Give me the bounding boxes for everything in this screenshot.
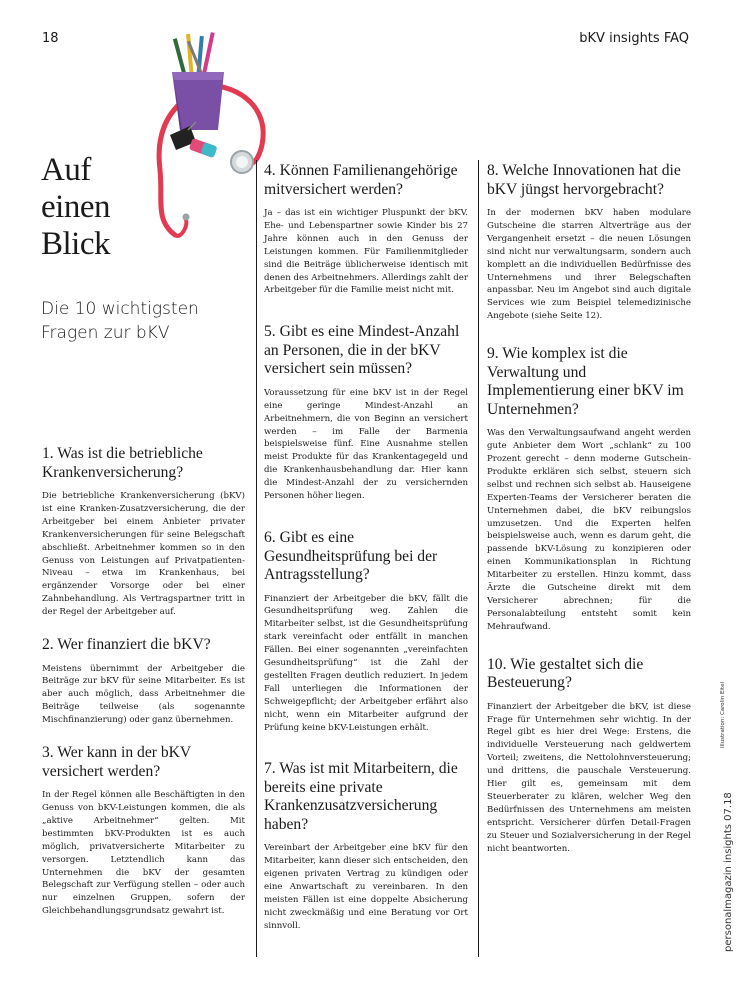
column-divider [256, 160, 257, 957]
faq-answer: Was den Verwaltungsaufwand angeht werden gute Anbieter dem Wort „schlank“ zu 100 Prozent gerecht – denn moderne Gutschein-Produkte erklären sich selbst, steuern sich selbst und rechnen sich selbst ab. Hauseigene Experten-Teams der Versicherer beraten die Unternehmen dabei, die bKV reibungslos umzusetzen. Und die Experten helfen beispielsweise auch, wenn es darum geht, die passende bKV-Lösung zu konzipieren oder einen Kommunikationsplan in Richtung Mitarbeiter zu erstellen. Hinzu kommt, dass Ärzte die Gutscheine direkt mit dem Versicherer abrechnen; für die Personalabteilung entsteht somit kein Mehraufwand. [487, 428, 691, 632]
faq-item [264, 162, 468, 297]
column-right [487, 162, 691, 856]
faq-answer: In der Regel können alle Beschäftigten in den Genuss von bKV-Leistungen kommen, die als „aktive Arbeitnehmer“ gelten. Mit bestimmten bKV-Produkten ist es auch möglich, privatversicherte Mitarbeiter zu versorgen. Letztendlich kann das Unternehmen die bKV der gesamten Belegschaft zur Verfügung stellen – oder auch nur einzelnen Gruppen, sofern der Gleichbehandlungsgrundsatz gewahrt ist. [42, 790, 245, 917]
column-middle [264, 162, 468, 933]
faq-question: 1. Was ist die betriebliche Krankenversicherung? [42, 445, 203, 481]
magazine-footer: personalmagazin insights 07.18 [723, 792, 734, 952]
faq-answer: Finanziert der Arbeitgeber die bKV, fällt die Gesundheitsprüfung weg. Zahlen die Mitarbeiter selbst, ist die Gesundheitsprüfung stark vereinfacht oder entfällt in manchen Fällen. Bei einer sogenannten „vereinfachten Gesundheitsprüfung“ ist die Zahl der gestellten Fragen deutlich reduziert. In jedem Fall unterliegen die Informationen der Schweigepflicht; der Arbeitgeber erfährt also nicht, wenn ein Mitarbeiter aufgrund der Prüfung keine bKV-Leistungen erhält. [264, 593, 468, 733]
faq-answer: Meistens übernimmt der Arbeitgeber die Beiträge zur bKV für seine Mitarbeiter. Es ist aber auch möglich, dass Arbeitnehmer die Beiträge teilweise (als sogenannte Mischfinanzierung) oder ganz übernehmen. [42, 663, 245, 726]
faq-question: 10. Wie gestaltet sich die Besteuerung? [487, 655, 644, 692]
faq-question: 3. Wer kann in der bKV versichert werden? [42, 744, 191, 780]
stethoscope-pen-cup-illustration [150, 30, 280, 245]
main-title-line: einen [41, 189, 110, 225]
main-subtitle-line: Die 10 wichtigsten [41, 299, 199, 319]
faq-answer: In der modernen bKV haben modulare Gutscheine die starren Altverträge aus der Vergangenheit ersetzt – die neuen Lösungen sind nicht nur verwaltungsarm, sondern auch komplett an die individuellen Bedürfnisse des Unternehmens und ihrer Belegschaften anpassbar. Neu im Angebot sind auch digitale Services wie zum Beispiel telemedizinische Angebote (siehe Seite 12). [487, 208, 691, 322]
faq-question: 6. Gibt es eine Gesundheitsprüfung bei der Antragsstellung? [264, 529, 438, 583]
faq-question: 2. Wer finanziert die bKV? [42, 636, 211, 654]
faq-item [264, 529, 468, 734]
faq-answer: Die betriebliche Krankenversicherung (bKV) ist eine Kranken-Zusatzversicherung, die der Arbeitgeber bei einem Anbieter privater Krankenversicherungen für seine Belegschaft abschließt. Arbeitnehmer kommen so in den Genuss von Leistungen auf Privatpatienten-Niveau – etwa im Krankenhaus, bei ergänzender Vorsorge oder bei einer Zahnbehandlung. Als Vertragspartner tritt in der Regel der Arbeitgeber auf. [42, 491, 245, 618]
column-divider [478, 160, 479, 957]
faq-question: 9. Wie komplex ist die Verwaltung und Implementierung einer bKV im Unternehmen? [487, 345, 684, 418]
faq-item [487, 656, 691, 856]
faq-item [487, 345, 691, 634]
illustration-credit: Illustration: Carolin Eitel [720, 681, 726, 748]
main-subtitle [41, 297, 199, 345]
faq-item [487, 162, 691, 323]
main-title [41, 152, 110, 263]
faq-item [42, 744, 245, 918]
faq-answer: Ja – das ist ein wichtiger Pluspunkt der bKV. Ehe- und Lebenspartner sowie Kinder bis 27 Jahre können auch in den Genuss der Leistungen kommen. Für Familienmitglieder sind die Beiträge üblicherweise identisch mit denen des Arbeitnehmers. Allerdings zahlt der Arbeitgeber für die Familie meist nicht mit. [264, 208, 468, 296]
faq-question: 4. Können Familienangehörige mitversichert werden? [264, 162, 458, 198]
section-header: bKV insights FAQ [579, 31, 689, 46]
faq-answer: Vereinbart der Arbeitgeber eine bKV für den Mitarbeiter, kann dieser sich entscheiden, den eigenen privaten Vertrag zu kündigen oder eine Anwartschaft zu vereinbaren. In den meisten Fällen ist eine doppelte Absicherung nicht zweckmäßig und eine Beratung vor Ort sinnvoll. [264, 843, 468, 931]
page-number: 18 [42, 31, 59, 46]
faq-item [42, 445, 245, 619]
main-title-line: Auf [41, 152, 91, 188]
faq-question: 7. Was ist mit Mitarbeitern, die bereits eine private Krankenzusatzversicherung haben? [264, 760, 458, 833]
faq-question: 5. Gibt es eine Mindest-Anzahl an Personen, die in der bKV versichert sein müssen? [264, 323, 460, 378]
faq-answer: Voraussetzung für eine bKV ist in der Regel eine geringe Mindest-Anzahl an Arbeitnehmern, die von Beginn an versichert werden – im Falle der Barmenia beispielsweise fünf. Eine Ausnahme stellen meist Produkte für das Krankentagegeld und die Krankenhausbehandlung dar. Hier kann die Mindest-Anzahl der zu versichernden Personen höher liegen. [264, 387, 468, 502]
main-title-line: Blick [41, 226, 110, 262]
faq-question: 8. Welche Innovationen hat die bKV jüngst hervorgebracht? [487, 162, 681, 198]
faq-item [264, 323, 468, 503]
faq-item [264, 760, 468, 932]
faq-answer: Finanziert der Arbeitgeber die bKV, ist diese Frage für Unternehmen sehr wichtig. In der Regel gibt es hier drei Wege: Erstens, die individuelle Versteuerung nach geldwertem Vorteil; zweitens, die Nettolohnversteuerung; und drittens, die pauschale Versteuerung. Hier gilt es, gemeinsam mit dem Steuerberater zu klären, welcher Weg den Bedürfnissen des Unternehmens am meisten entspricht. Versicherer dürfen Detail-Fragen zu Steuer und Sozialversicherung in der Regel nicht beantworten. [487, 701, 691, 854]
column-left [42, 445, 245, 918]
faq-item [42, 636, 245, 727]
main-subtitle-line: Fragen zur bKV [41, 323, 170, 343]
